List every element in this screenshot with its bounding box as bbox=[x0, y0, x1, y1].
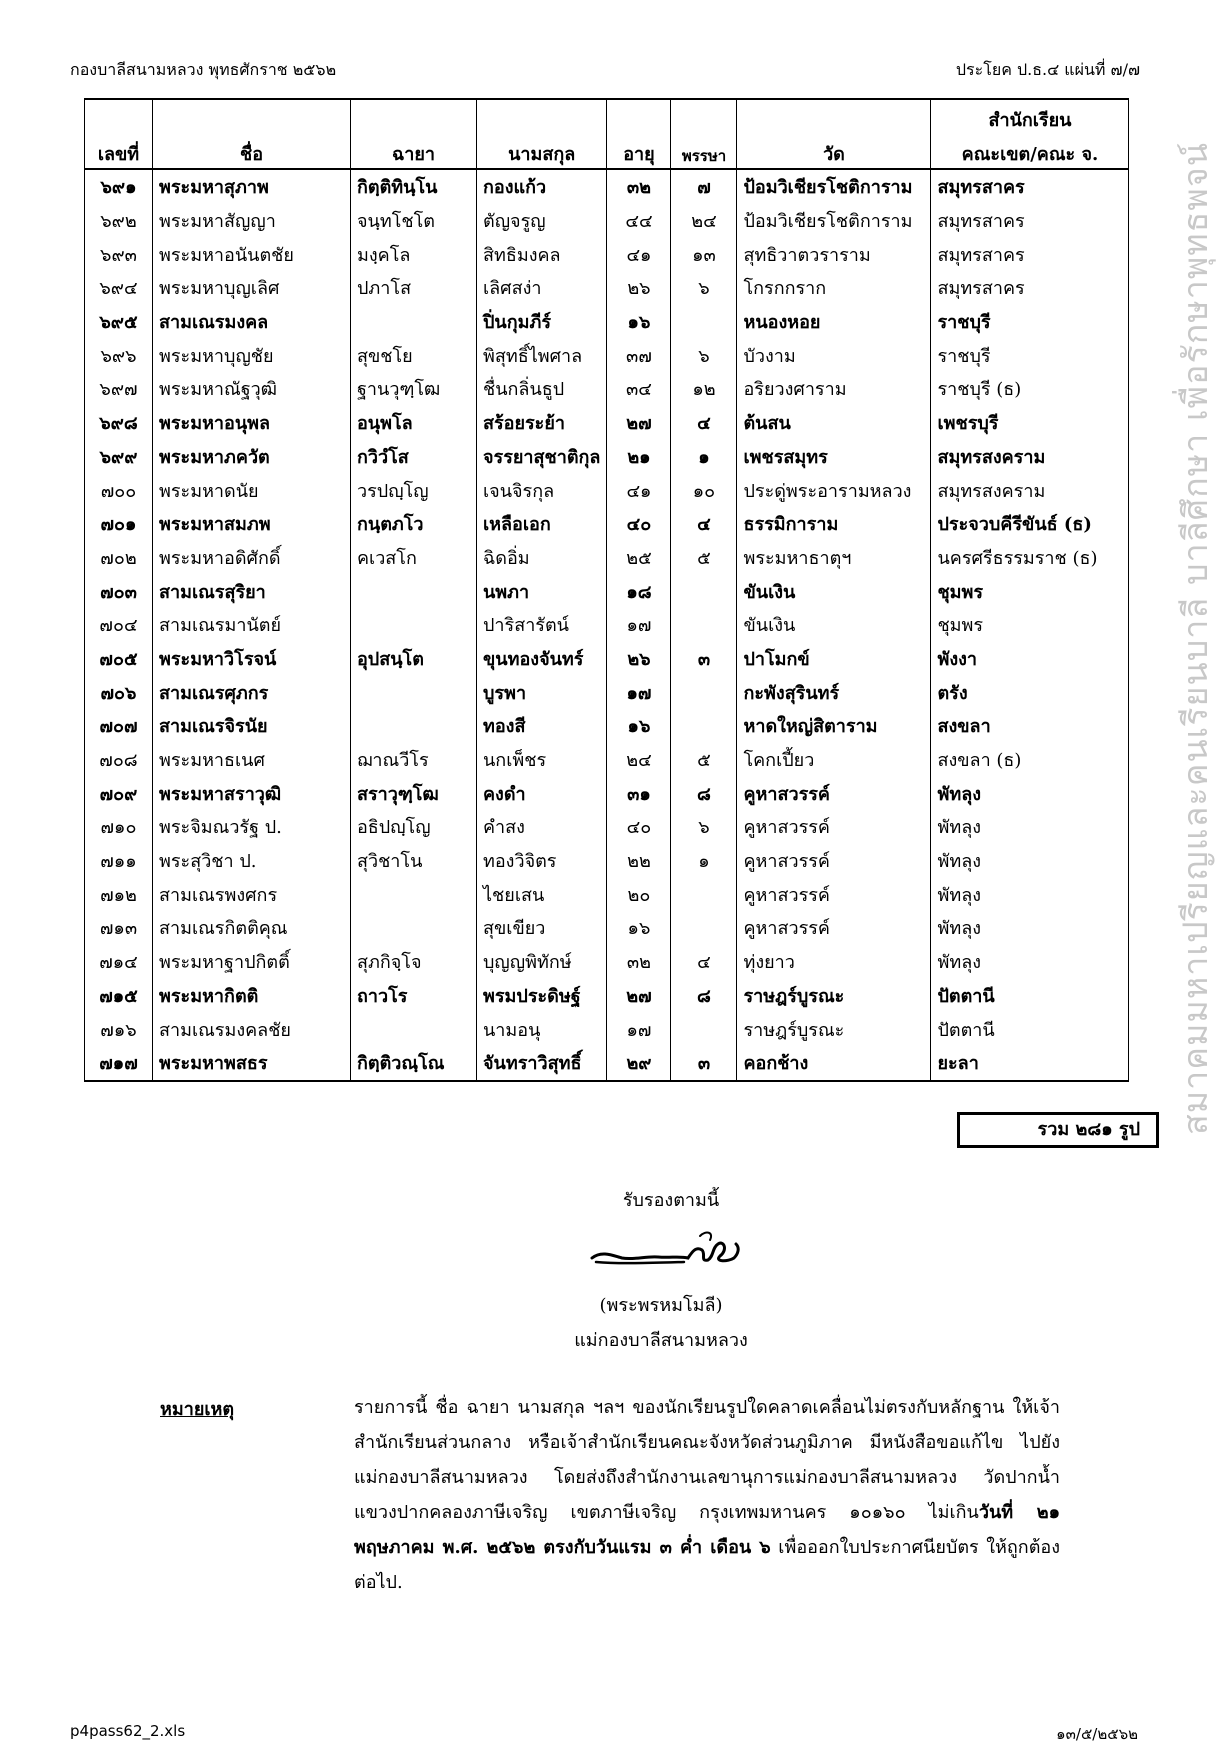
cell-age: ๔๐ bbox=[607, 810, 671, 844]
table-row bbox=[85, 372, 1129, 406]
cell-chaya bbox=[351, 675, 477, 709]
cell-pansa: ๖ bbox=[671, 271, 737, 305]
cell-wat: ประดู่พระอารามหลวง bbox=[737, 473, 931, 507]
total-count: รวม ๒๘๑ รูป bbox=[957, 1112, 1159, 1148]
cell-no: ๗๑๕ bbox=[85, 979, 153, 1013]
cell-school: นครศรีธรรมราช (ธ) bbox=[931, 541, 1129, 575]
cell-pansa: ๒๔ bbox=[671, 204, 737, 238]
cell-name: พระมหากิตติ bbox=[153, 979, 351, 1013]
table-row bbox=[85, 541, 1129, 575]
cell-school: ราชบุรี bbox=[931, 338, 1129, 372]
table-row bbox=[85, 338, 1129, 372]
cell-name: สามเณรศุภกร bbox=[153, 675, 351, 709]
cell-surname: นกเพ็ชร bbox=[477, 743, 607, 777]
cell-wat: คูหาสวรรค์ bbox=[737, 776, 931, 810]
cell-surname: ไชยเสน bbox=[477, 877, 607, 911]
cell-school: พัทลุง bbox=[931, 877, 1129, 911]
col-header-surname: นามสกุล bbox=[477, 134, 607, 169]
cell-age: ๓๔ bbox=[607, 372, 671, 406]
cell-age: ๒๔ bbox=[607, 743, 671, 777]
cell-age: ๒๙ bbox=[607, 1046, 671, 1081]
table-row bbox=[85, 1046, 1129, 1081]
cell-name: พระจิมณวรัฐ ป. bbox=[153, 810, 351, 844]
cell-no: ๖๙๕ bbox=[85, 305, 153, 339]
cell-chaya: สุวิชาโน bbox=[351, 844, 477, 878]
cell-surname: พรมประดิษฐ์ bbox=[477, 979, 607, 1013]
cell-no: ๗๐๐ bbox=[85, 473, 153, 507]
cell-no: ๗๑๗ bbox=[85, 1046, 153, 1081]
cell-age: ๒๑ bbox=[607, 440, 671, 474]
cell-pansa: ๑ bbox=[671, 440, 737, 474]
cell-pansa bbox=[671, 574, 737, 608]
cell-chaya: วรปญฺโญ bbox=[351, 473, 477, 507]
table-row bbox=[85, 945, 1129, 979]
cell-name: พระมหาอดิศักดิ์ bbox=[153, 541, 351, 575]
cell-pansa bbox=[671, 709, 737, 743]
cell-pansa: ๑๒ bbox=[671, 372, 737, 406]
table-row bbox=[85, 844, 1129, 878]
cell-age: ๒๖ bbox=[607, 271, 671, 305]
cell-surname: เหลือเอก bbox=[477, 507, 607, 541]
cell-name: สามเณรพงศกร bbox=[153, 877, 351, 911]
cell-school: สมุทรสงคราม bbox=[931, 473, 1129, 507]
cell-pansa: ๑๓ bbox=[671, 237, 737, 271]
cell-wat: หนองหอย bbox=[737, 305, 931, 339]
cell-school: พัทลุง bbox=[931, 945, 1129, 979]
cell-name: พระมหาณัฐวุฒิ bbox=[153, 372, 351, 406]
cell-pansa: ๔ bbox=[671, 507, 737, 541]
cell-chaya bbox=[351, 574, 477, 608]
cell-no: ๖๙๗ bbox=[85, 372, 153, 406]
cell-name: พระมหาสราวุฒิ bbox=[153, 776, 351, 810]
cell-wat: ปาโมกข์ bbox=[737, 642, 931, 676]
cell-age: ๑๖ bbox=[607, 709, 671, 743]
cell-chaya: อนุพโล bbox=[351, 406, 477, 440]
cell-school: สมุทรสาคร bbox=[931, 169, 1129, 204]
cell-school: เพชรบุรี bbox=[931, 406, 1129, 440]
cell-school: สมุทรสาคร bbox=[931, 237, 1129, 271]
signer-title: แม่กองบาลีสนามหลวง bbox=[574, 1330, 748, 1351]
cell-no: ๗๐๕ bbox=[85, 642, 153, 676]
col-header-school-top: สำนักเรียน bbox=[931, 99, 1129, 134]
cell-age: ๒๒ bbox=[607, 844, 671, 878]
cell-age: ๔๔ bbox=[607, 204, 671, 238]
cell-surname: เจนจิรกุล bbox=[477, 473, 607, 507]
cell-no: ๗๑๔ bbox=[85, 945, 153, 979]
cell-name: พระมหาอนันตชัย bbox=[153, 237, 351, 271]
cell-pansa: ๑๐ bbox=[671, 473, 737, 507]
cell-name: พระมหาบุญเลิศ bbox=[153, 271, 351, 305]
cell-chaya: คเวสโก bbox=[351, 541, 477, 575]
cell-name: พระมหาฐาปกิตติ์ bbox=[153, 945, 351, 979]
table-row bbox=[85, 406, 1129, 440]
cell-age: ๓๒ bbox=[607, 169, 671, 204]
certification-text: รับรองตามนี้ bbox=[622, 1190, 720, 1211]
cell-no: ๖๙๙ bbox=[85, 440, 153, 474]
cell-name: พระมหาสัญญา bbox=[153, 204, 351, 238]
cell-chaya: ถาวโร bbox=[351, 979, 477, 1013]
cell-chaya: ฌาณวีโร bbox=[351, 743, 477, 777]
cell-name: สามเณรสุริยา bbox=[153, 574, 351, 608]
cell-name: สามเณรมานัตย์ bbox=[153, 608, 351, 642]
signature-image bbox=[588, 1222, 748, 1278]
note-deadline: วันที่ ๒๑ พฤษภาคม พ.ศ. ๒๕๖๒ ตรงกับวันแรม ๓ ค่ำ เดือน ๖ bbox=[354, 1502, 1060, 1558]
cell-wat: คูหาสวรรค์ bbox=[737, 844, 931, 878]
cell-wat: กะพังสุรินทร์ bbox=[737, 675, 931, 709]
cell-no: ๗๐๒ bbox=[85, 541, 153, 575]
cell-age: ๑๖ bbox=[607, 305, 671, 339]
cell-school: สมุทรสาคร bbox=[931, 204, 1129, 238]
cell-school: สงขลา bbox=[931, 709, 1129, 743]
cell-wat: ป้อมวิเชียรโชติการาม bbox=[737, 169, 931, 204]
cell-pansa: ๘ bbox=[671, 776, 737, 810]
cell-no: ๖๙๑ bbox=[85, 169, 153, 204]
cell-chaya: สุขชโย bbox=[351, 338, 477, 372]
cell-pansa bbox=[671, 1012, 737, 1046]
col-header-wat: วัด bbox=[737, 134, 931, 169]
cell-chaya: มงฺคโล bbox=[351, 237, 477, 271]
table-row bbox=[85, 473, 1129, 507]
cell-surname: นพภา bbox=[477, 574, 607, 608]
cell-surname: ทองวิจิตร bbox=[477, 844, 607, 878]
table-row bbox=[85, 507, 1129, 541]
cell-age: ๒๐ bbox=[607, 877, 671, 911]
cell-age: ๑๗ bbox=[607, 1012, 671, 1046]
signer-name: (พระพรหมโมลี) bbox=[599, 1295, 723, 1316]
cell-wat: ราษฎร์บูรณะ bbox=[737, 979, 931, 1013]
cell-pansa bbox=[671, 675, 737, 709]
col-header-chaya: ฉายา bbox=[351, 134, 477, 169]
col-header-school-bottom: คณะเขต/คณะ จ. bbox=[931, 134, 1129, 169]
note-label: หมายเหตุ bbox=[160, 1399, 235, 1420]
cell-chaya: ปภาโส bbox=[351, 271, 477, 305]
note-paragraph: รายการนี้ ชื่อ ฉายา นามสกุล ฯลฯ ของนักเรียนรูปใดคลาดเคลื่อนไม่ตรงกับหลักฐาน ให้เจ้าสำนักเรียนส่วนกลาง หรือเจ้าสำนักเรียนคณะจังหวัดส่วนภูมิภาค มีหนังสือขอแก้ไข ไปยังแม่กองบาลีสนามหลวง โดยส่งถึงสำนักงานเลขานุการแม่กองบาลีสนามหลวง วัดปากน้ำ แขวงปากคลองภาษีเจริญ เขตภาษีเจริญ กรุงเทพมหานคร ๑๐๑๖๐ ไม่เกินวันที่ ๒๑ พฤษภาคม พ.ศ. ๒๕๖๒ ตรงกับวันแรม ๓ ค่ำ เดือน ๖ เพื่อออกใบประกาศนียบัตร ให้ถูกต้องต่อไป. bbox=[354, 1397, 1060, 1593]
cell-wat: อริยวงศาราม bbox=[737, 372, 931, 406]
table-row bbox=[85, 642, 1129, 676]
table-row bbox=[85, 911, 1129, 945]
cell-age: ๒๗ bbox=[607, 406, 671, 440]
cell-school: พัทลุง bbox=[931, 844, 1129, 878]
cell-chaya bbox=[351, 608, 477, 642]
cell-pansa: ๓ bbox=[671, 1046, 737, 1081]
col-header-name: ชื่อ bbox=[153, 134, 351, 169]
cell-no: ๗๐๓ bbox=[85, 574, 153, 608]
cell-age: ๑๗ bbox=[607, 675, 671, 709]
table-row bbox=[85, 271, 1129, 305]
table-row bbox=[85, 743, 1129, 777]
cell-chaya: สราวุฑฺโฒ bbox=[351, 776, 477, 810]
cell-surname: กองแก้ว bbox=[477, 169, 607, 204]
cell-school: พังงา bbox=[931, 642, 1129, 676]
cell-surname: ปาริสารัตน์ bbox=[477, 608, 607, 642]
cell-wat: พระมหาธาตุฯ bbox=[737, 541, 931, 575]
table-row bbox=[85, 709, 1129, 743]
cell-name: พระมหาสมภพ bbox=[153, 507, 351, 541]
cell-chaya bbox=[351, 911, 477, 945]
table-row bbox=[85, 1012, 1129, 1046]
cell-name: พระมหาภควัต bbox=[153, 440, 351, 474]
cell-name: พระมหาพสธร bbox=[153, 1046, 351, 1081]
cell-school: ปัตตานี bbox=[931, 979, 1129, 1013]
cell-pansa: ๓ bbox=[671, 642, 737, 676]
cell-age: ๔๑ bbox=[607, 473, 671, 507]
cell-chaya: กวิวํโส bbox=[351, 440, 477, 474]
cell-surname: พิสุทธิ์ไพศาล bbox=[477, 338, 607, 372]
cell-no: ๖๙๔ bbox=[85, 271, 153, 305]
cell-wat: หาดใหญ่สิตาราม bbox=[737, 709, 931, 743]
cell-school: สงขลา (ธ) bbox=[931, 743, 1129, 777]
cell-pansa: ๔ bbox=[671, 945, 737, 979]
cell-chaya bbox=[351, 305, 477, 339]
cell-no: ๗๐๔ bbox=[85, 608, 153, 642]
cell-wat: คูหาสวรรค์ bbox=[737, 877, 931, 911]
cell-pansa bbox=[671, 305, 737, 339]
cell-no: ๖๙๓ bbox=[85, 237, 153, 271]
cell-school: สมุทรสาคร bbox=[931, 271, 1129, 305]
cell-age: ๑๗ bbox=[607, 608, 671, 642]
cell-surname: ทองสี bbox=[477, 709, 607, 743]
cell-chaya bbox=[351, 709, 477, 743]
cell-age: ๓๒ bbox=[607, 945, 671, 979]
table-row bbox=[85, 608, 1129, 642]
table-row bbox=[85, 776, 1129, 810]
footer-date: ๑๓/๕/๒๕๖๒ bbox=[1056, 1725, 1138, 1743]
cell-wat: ขันเงิน bbox=[737, 574, 931, 608]
cell-surname: ฉิดอิ่ม bbox=[477, 541, 607, 575]
cell-pansa: ๖ bbox=[671, 810, 737, 844]
cell-surname: จันทราวิสุทธิ์ bbox=[477, 1046, 607, 1081]
cell-name: สามเณรมงคล bbox=[153, 305, 351, 339]
cell-age: ๒๖ bbox=[607, 642, 671, 676]
cell-chaya: จนฺทโชโต bbox=[351, 204, 477, 238]
cell-name: สามเณรจิรนัย bbox=[153, 709, 351, 743]
side-watermark: สมาคมมหาเปรียญและคนเรียนบาลี บาลีศึกษา เพื่อรักษาพุทธพจน์ bbox=[1176, 142, 1216, 1135]
cell-name: พระมหาสุภาพ bbox=[153, 169, 351, 204]
cell-surname: สร้อยระย้า bbox=[477, 406, 607, 440]
cell-chaya: อุปสนฺโต bbox=[351, 642, 477, 676]
cell-surname: เลิศสง่า bbox=[477, 271, 607, 305]
cell-school: พัทลุง bbox=[931, 810, 1129, 844]
col-header-age: อายุ bbox=[607, 134, 671, 169]
cell-no: ๖๙๒ bbox=[85, 204, 153, 238]
cell-school: ตรัง bbox=[931, 675, 1129, 709]
cell-surname: จรรยาสุชาติกุล bbox=[477, 440, 607, 474]
cell-no: ๗๑๖ bbox=[85, 1012, 153, 1046]
cell-pansa bbox=[671, 608, 737, 642]
cell-chaya: กนฺตภโว bbox=[351, 507, 477, 541]
cell-wat: โกรกกราก bbox=[737, 271, 931, 305]
cell-school: พัทลุง bbox=[931, 911, 1129, 945]
cell-name: พระมหาวิโรจน์ bbox=[153, 642, 351, 676]
cell-age: ๓๗ bbox=[607, 338, 671, 372]
cell-pansa: ๘ bbox=[671, 979, 737, 1013]
cell-surname: บุญญพิทักษ์ bbox=[477, 945, 607, 979]
cell-no: ๗๑๒ bbox=[85, 877, 153, 911]
cell-wat: โคกเปี้ยว bbox=[737, 743, 931, 777]
cell-wat: ป้อมวิเชียรโชติการาม bbox=[737, 204, 931, 238]
cell-wat: ขันเงิน bbox=[737, 608, 931, 642]
cell-wat: คูหาสวรรค์ bbox=[737, 810, 931, 844]
cell-school: พัทลุง bbox=[931, 776, 1129, 810]
cell-chaya: กิตฺติวณฺโณ bbox=[351, 1046, 477, 1081]
cell-wat: บัวงาม bbox=[737, 338, 931, 372]
cell-school: ชุมพร bbox=[931, 608, 1129, 642]
cell-pansa: ๖ bbox=[671, 338, 737, 372]
cell-no: ๗๑๓ bbox=[85, 911, 153, 945]
cell-school: ราชบุรี (ธ) bbox=[931, 372, 1129, 406]
cell-no: ๗๑๐ bbox=[85, 810, 153, 844]
cell-pansa bbox=[671, 911, 737, 945]
cell-surname: ปิ่นกุมภีร์ bbox=[477, 305, 607, 339]
cell-school: ประจวบคีรีขันธ์ (ธ) bbox=[931, 507, 1129, 541]
cell-no: ๖๙๖ bbox=[85, 338, 153, 372]
table-row bbox=[85, 675, 1129, 709]
table-row bbox=[85, 574, 1129, 608]
table-row bbox=[85, 877, 1129, 911]
cell-no: ๗๐๘ bbox=[85, 743, 153, 777]
cell-age: ๑๖ bbox=[607, 911, 671, 945]
cell-name: พระมหาธเนศ bbox=[153, 743, 351, 777]
cell-age: ๑๘ bbox=[607, 574, 671, 608]
cell-wat: ทุ่งยาว bbox=[737, 945, 931, 979]
cell-age: ๒๕ bbox=[607, 541, 671, 575]
cell-surname: นามอนุ bbox=[477, 1012, 607, 1046]
cell-chaya: อธิปญฺโญ bbox=[351, 810, 477, 844]
cell-name: สามเณรกิตติคุณ bbox=[153, 911, 351, 945]
cell-chaya bbox=[351, 877, 477, 911]
table-row bbox=[85, 204, 1129, 238]
cell-wat: คูหาสวรรค์ bbox=[737, 911, 931, 945]
cell-surname: ชื่นกลิ่นธูป bbox=[477, 372, 607, 406]
cell-age: ๔๐ bbox=[607, 507, 671, 541]
cell-surname: ตัญจรูญ bbox=[477, 204, 607, 238]
cell-no: ๗๐๑ bbox=[85, 507, 153, 541]
table-body bbox=[85, 169, 1129, 1081]
table-row bbox=[85, 810, 1129, 844]
header-right: ประโยค ป.ธ.๔ แผ่นที่ ๗/๗ bbox=[955, 60, 1140, 79]
footer-filename: p4pass62_2.xls bbox=[70, 1722, 186, 1740]
cell-age: ๓๑ bbox=[607, 776, 671, 810]
cell-name: พระมหาบุญชัย bbox=[153, 338, 351, 372]
table-row bbox=[85, 440, 1129, 474]
table-row bbox=[85, 979, 1129, 1013]
table-row bbox=[85, 305, 1129, 339]
cell-chaya: สุภกิจฺโจ bbox=[351, 945, 477, 979]
cell-no: ๗๐๙ bbox=[85, 776, 153, 810]
cell-pansa bbox=[671, 877, 737, 911]
results-table bbox=[84, 98, 1129, 1082]
cell-surname: สิทธิมงคล bbox=[477, 237, 607, 271]
cell-surname: คงดำ bbox=[477, 776, 607, 810]
cell-pansa: ๔ bbox=[671, 406, 737, 440]
cell-name: สามเณรมงคลชัย bbox=[153, 1012, 351, 1046]
cell-chaya: ฐานวุฑฺโฒ bbox=[351, 372, 477, 406]
cell-wat: ราษฎร์บูรณะ bbox=[737, 1012, 931, 1046]
col-header-blank bbox=[85, 99, 153, 134]
cell-school: ชุมพร bbox=[931, 574, 1129, 608]
cell-school: ปัตตานี bbox=[931, 1012, 1129, 1046]
cell-pansa: ๕ bbox=[671, 541, 737, 575]
cell-chaya: กิตฺติทินฺโน bbox=[351, 169, 477, 204]
col-header-pansa: พรรษา bbox=[671, 134, 737, 169]
cell-name: พระมหาอนุพล bbox=[153, 406, 351, 440]
cell-chaya bbox=[351, 1012, 477, 1046]
cell-wat: ธรรมิการาม bbox=[737, 507, 931, 541]
cell-wat: คอกช้าง bbox=[737, 1046, 931, 1081]
cell-age: ๔๑ bbox=[607, 237, 671, 271]
cell-pansa: ๑ bbox=[671, 844, 737, 878]
cell-surname: บูรพา bbox=[477, 675, 607, 709]
cell-pansa: ๕ bbox=[671, 743, 737, 777]
cell-wat: เพชรสมุทร bbox=[737, 440, 931, 474]
cell-school: ราชบุรี bbox=[931, 305, 1129, 339]
cell-name: พระสุวิชา ป. bbox=[153, 844, 351, 878]
cell-no: ๗๐๖ bbox=[85, 675, 153, 709]
col-header-no: เลขที่ bbox=[85, 134, 153, 169]
cell-pansa: ๗ bbox=[671, 169, 737, 204]
cell-no: ๗๑๑ bbox=[85, 844, 153, 878]
cell-school: สมุทรสงคราม bbox=[931, 440, 1129, 474]
header-left: กองบาลีสนามหลวง พุทธศักราช ๒๕๖๒ bbox=[70, 60, 337, 79]
cell-age: ๒๗ bbox=[607, 979, 671, 1013]
cell-surname: ขุนทองจันทร์ bbox=[477, 642, 607, 676]
cell-surname: คำสง bbox=[477, 810, 607, 844]
cell-no: ๗๐๗ bbox=[85, 709, 153, 743]
cell-name: พระมหาดนัย bbox=[153, 473, 351, 507]
cell-wat: ต้นสน bbox=[737, 406, 931, 440]
cell-no: ๖๙๘ bbox=[85, 406, 153, 440]
table-row bbox=[85, 237, 1129, 271]
cell-surname: สุขเขียว bbox=[477, 911, 607, 945]
table-row bbox=[85, 169, 1129, 204]
cell-wat: สุทธิวาตวราราม bbox=[737, 237, 931, 271]
cell-school: ยะลา bbox=[931, 1046, 1129, 1081]
